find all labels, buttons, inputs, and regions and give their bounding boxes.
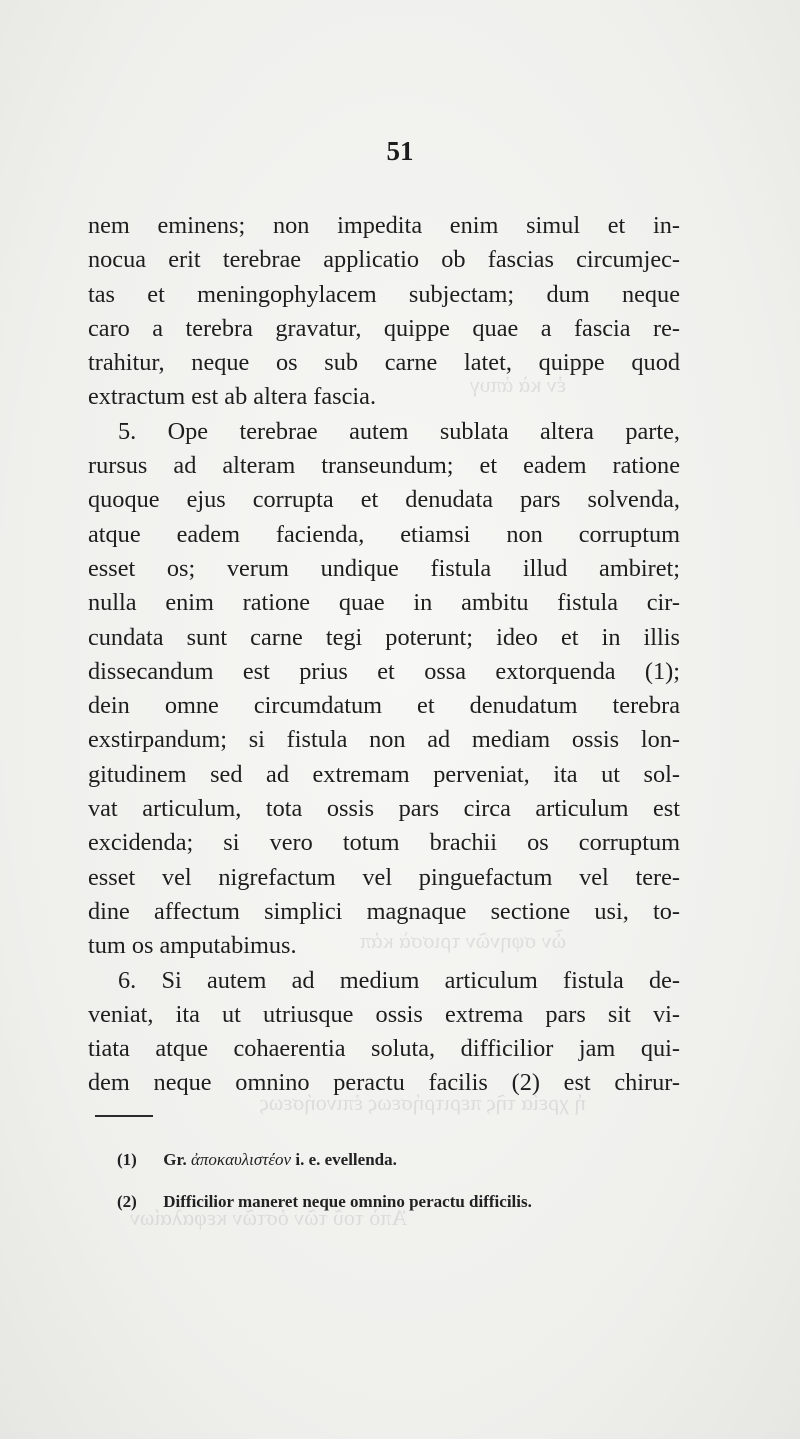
text-line: quoque ejus corrupta et denudata pars solvenda,	[88, 486, 680, 514]
text-line: dein omne circumdatum et denudatum terebra	[88, 692, 680, 720]
paragraph-5-start: 5. Ope terebrae autem sublata altera parte,	[118, 417, 680, 445]
footnote-separator-rule	[95, 1115, 153, 1117]
footnote-marker: (1)	[117, 1150, 137, 1169]
main-text-block	[88, 209, 680, 1101]
text-line: rursus ad alteram transeundum; et eadem ratione	[88, 452, 680, 480]
text-line: tum os amputabimus.	[88, 932, 297, 960]
text-line: esset vel nigrefactum vel pinguefactum vel tere-	[88, 863, 680, 891]
text-line: nem eminens; non impedita enim simul et in-	[88, 212, 680, 239]
text-line: exstirpandum; si fistula non ad mediam ossis lon-	[88, 726, 680, 754]
text-line: gitudinem sed ad extremam perveniat, ita ut sol-	[88, 760, 680, 788]
text-line: vat articulum, tota ossis pars circa articulum est	[88, 795, 680, 823]
bleed-through-text: ἡ χρεία τῆς περιτρήσεως ἐπινοήσεως	[260, 1090, 586, 1115]
text-line: nocua erit terebrae applicatio ob fascias circumjec-	[88, 246, 680, 274]
text-line: nulla enim ratione quae in ambitu fistula cir-	[88, 589, 680, 617]
page-number: 51	[386, 136, 414, 166]
footnote-text: Difficilior maneret neque omnino peractu difficilis.	[163, 1192, 532, 1211]
text-line: atque eadem facienda, etiamsi non corruptum	[88, 520, 680, 548]
bleed-through-text: ὧν σφηνῶν τρισσὰ κἀπ	[360, 928, 567, 953]
paragraph-6-start: 6. Si autem ad medium articulum fistula de-	[118, 966, 680, 994]
text-line: dine affectum simplici magnaque sectione usi, to-	[88, 897, 680, 925]
bleed-through-text: ἐν κὰ ἀπυγ	[470, 372, 567, 397]
footnote-1	[117, 1150, 677, 1192]
text-line: cundata sunt carne tegi poterunt; ideo et in illis	[88, 623, 680, 651]
text-line: veniat, ita ut utriusque ossis extrema pars sit vi-	[88, 1000, 680, 1028]
text-line: dissecandum est prius et ossa extorquenda (1);	[88, 657, 680, 685]
bleed-through-text: Ἀπὸ τοῦ τῶν ὀστῶν κεφαλαίων	[130, 1205, 408, 1230]
text-line: dem neque omnino peractu facilis (2) est chirur-	[88, 1069, 680, 1097]
footnote-prefix: Gr.	[163, 1150, 187, 1169]
text-line: tas et meningophylacem subjectam; dum neque	[88, 280, 680, 308]
footnotes-block	[117, 1150, 677, 1234]
text-line: caro a terebra gravatur, quippe quae a fascia re-	[88, 314, 680, 342]
text-line: tiata atque cohaerentia soluta, difficilior jam qui-	[88, 1035, 680, 1063]
footnote-marker: (2)	[117, 1192, 137, 1211]
footnote-2	[117, 1192, 677, 1234]
text-line: trahitur, neque os sub carne latet, quippe quod	[88, 349, 680, 377]
footnote-greek-term: ἀποκαυλιστέον	[190, 1150, 292, 1169]
text-line: esset os; verum undique fistula illud ambiret;	[88, 554, 680, 582]
text-line: excidenda; si vero totum brachii os corruptum	[88, 829, 680, 857]
footnote-text: i. e. evellenda.	[295, 1150, 397, 1169]
text-line: extractum est ab altera fascia.	[88, 383, 377, 411]
